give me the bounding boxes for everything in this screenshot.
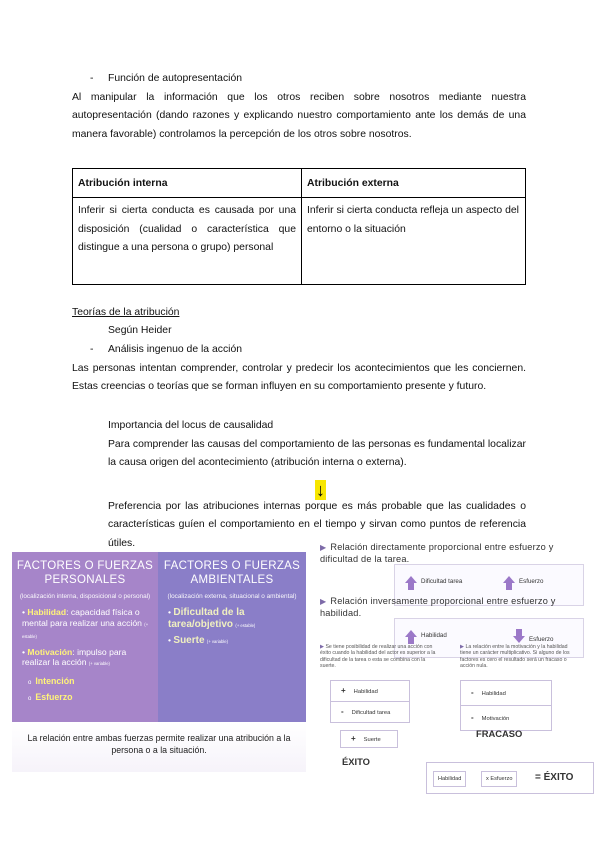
inverse-relation-bullet: ▶ Relación inversamente proporcional entre esfuerzo y habilidad. [320, 596, 556, 618]
formula-effort: x Esfuerzo [481, 771, 517, 787]
exito-grid [330, 680, 410, 723]
formula-ability: Habilidad [433, 771, 466, 787]
grid-cell: - Dificultad tarea [341, 707, 391, 716]
exito-extra [340, 730, 398, 748]
grid-cell: + Habilidad [331, 681, 409, 702]
attribution-table [72, 168, 526, 285]
list-item: • Suerte (+ variable) [168, 635, 228, 647]
environmental-forces-panel [158, 552, 306, 722]
cell-external: Inferir si cierta conducta refleja un aspecto del entorno o la situación [302, 198, 526, 285]
naive-analysis-text: Análisis ingenuo de la acción [108, 344, 243, 355]
list-item: • Motivación: impulso para realizar la acción (+ variable) [22, 646, 127, 668]
sub-item-esfuerzo: o Esfuerzo [28, 691, 73, 702]
grid-cell: + Suerte [351, 734, 381, 743]
cell-internal: Inferir si cierta conducta es causada por una disposición (cualidad o característica que distingue a una persona o grupo) personal [73, 198, 302, 285]
environmental-forces-subtitle: (localización externa, situacional o ambiental) [167, 593, 297, 600]
direct-relation-box: Dificultad tarea Esfuerzo [394, 564, 584, 606]
sub-item-intencion: o Intención [28, 675, 75, 686]
grid-cell: - Habilidad [461, 681, 551, 706]
success-explanation: ▶ Se tiene posibilidad de realizar una acción con éxito cuando la habilidad del actor es superior a la dificultad de la tarea o esta se combina con la suerte. [320, 644, 436, 670]
forces-caption: La relación entre ambas fuerzas permite realizar una atribución a la persona o a la situación. [27, 733, 291, 755]
list-item: • Dificultad de la tarea/objetivo (+ estable) [168, 607, 256, 630]
arrow-up-icon [405, 630, 417, 644]
header-external: Atribución externa [302, 169, 526, 198]
success-formula [426, 762, 594, 794]
arrow-up-icon [503, 576, 515, 590]
down-arrow-icon: ↓ [316, 480, 325, 500]
theories-heading: Teorías de la atribución [72, 307, 180, 318]
bullet-dash: - [90, 344, 94, 355]
arrow-up-icon [405, 576, 417, 590]
bullet-dash: - [90, 73, 94, 84]
personal-forces-subtitle: (localización interna, disposicional o personal) [19, 593, 151, 600]
fracaso-grid [460, 680, 552, 731]
multiplicative-explanation: ▶ La relación entre la motivación y la habilidad tiene un carácter multiplicativo. Si alguno de los factores es cero el resultado será un fracaso o acción nula. [460, 644, 570, 670]
preference-paragraph: Preferencia por las atribuciones internas porque es más probable que las cualidades o características guíen el comportamiento en el tiempo y sirvan como puntos de referencia útiles. [108, 501, 526, 549]
formula-result: = ÉXITO [535, 772, 574, 783]
forces-slide [12, 552, 306, 772]
exito-label: ÉXITO [342, 756, 370, 767]
relations-slide [314, 536, 598, 836]
header-internal: Atribución interna [73, 169, 302, 198]
environmental-forces-title: FACTORES O FUERZAS AMBIENTALES [163, 560, 301, 586]
triangle-bullet-icon: ▶ [320, 543, 327, 552]
personal-forces-title: FACTORES O FUERZAS PERSONALES [16, 560, 154, 586]
theories-paragraph: Las personas intentan comprender, controlar y predecir los acontecimientos que les conciernen. Estas creencias o teorías que se forman influyen en su comportamiento presente y futuro. [72, 363, 526, 393]
autopresentation-bullet-text: Función de autopresentación [108, 73, 243, 84]
triangle-bullet-icon: ▶ [320, 597, 327, 606]
locus-heading: Importancia del locus de causalidad [108, 420, 274, 431]
segun-heider: Según Heider [108, 325, 172, 336]
arrow-down-icon [513, 629, 525, 643]
personal-forces-panel [12, 552, 158, 722]
list-item: • Habilidad: capacidad física o mental para realizar una acción (+ estable) [22, 607, 149, 640]
table-row [73, 198, 526, 285]
grid-cell: - Motivación [471, 713, 510, 722]
direct-relation-bullet: ▶ Relación directamente proporcional entre esfuerzo y dificultad de la tarea. [320, 542, 554, 564]
table-header-row [73, 169, 526, 198]
locus-paragraph: Para comprender las causas del comportamiento de las personas es fundamental localizar la causa origen del acontecimiento (atribución interna o externa). [108, 439, 526, 469]
inverse-relation-box: Habilidad Esfuerzo [394, 618, 584, 658]
autopresentation-paragraph: Al manipular la información que los otros reciben sobre nosotros mediante nuestra autopresentación (dando razones y explicando nuestro comportamiento ante los demás de una manera favorable) controlamos la percepción de los otros sobre nosotros. [72, 92, 526, 140]
fracaso-label: FRACASO [476, 728, 523, 739]
